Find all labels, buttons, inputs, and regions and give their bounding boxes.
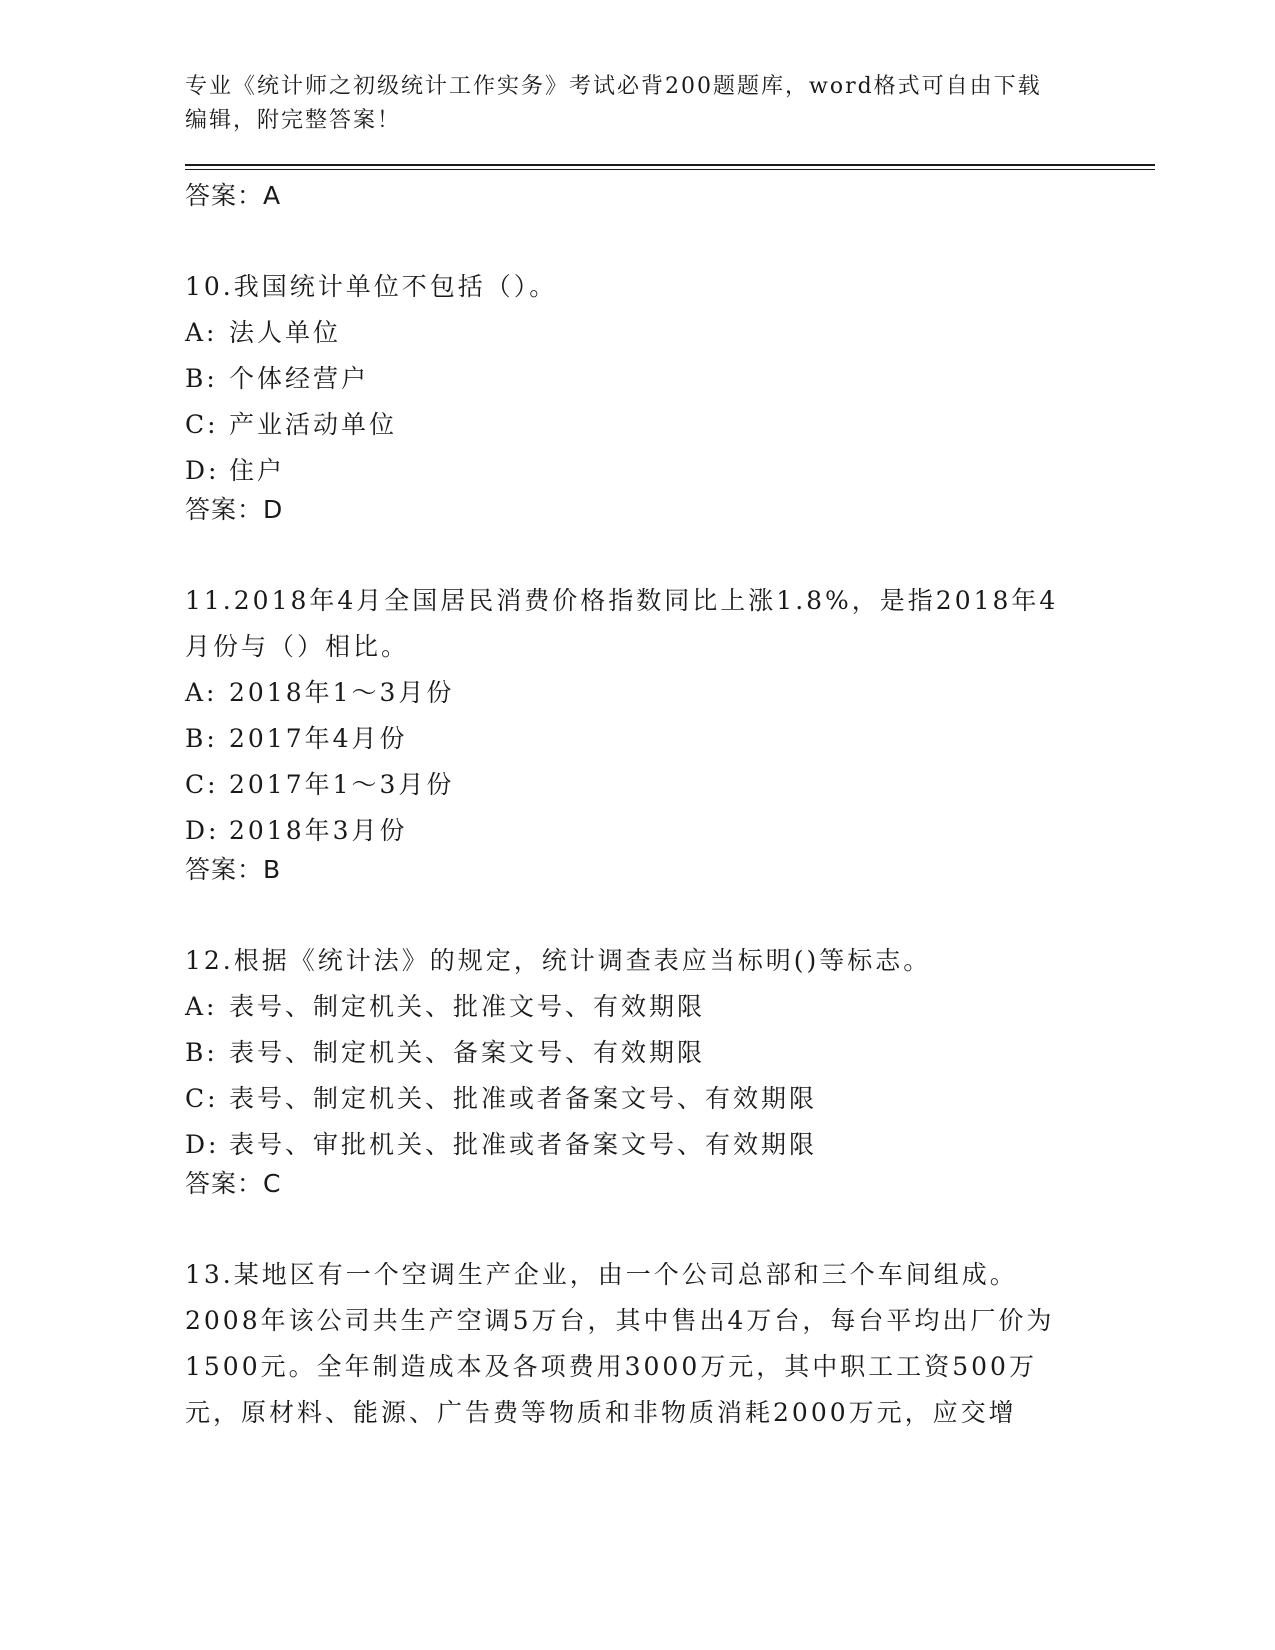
question-13 [185,1252,1155,1436]
answer-line: 答案：A [185,181,282,210]
answer-line: 答案：D [185,495,284,524]
option-key: C: [185,1084,219,1113]
option-key: D: [185,1130,220,1159]
document-page [185,70,1155,1436]
question-text: 13.某地区有一个空调生产企业，由一个公司总部和三个车间组成。2008年该公司共生产空调5万台，其中售出4万台，每台平均出厂价为1500元。全年制造成本及各项费用3000万元，其中职工工资500万元，原材料、能源、广告费等物质和非物质消耗2000万元，应交增 [185,1260,1055,1427]
option-text: 住户 [229,456,286,485]
option-text: 表号、审批机关、批准或者备案文号、有效期限 [229,1130,818,1159]
option-c [185,762,1155,808]
option-key: B: [185,364,218,393]
option-d [185,1122,1155,1168]
document-header: 专业《统计师之初级统计工作实务》考试必背200题题库，word格式可自由下载编辑，附完整答案！ [185,74,1042,133]
option-text: 2018年3月份 [229,816,408,845]
option-c [185,402,1155,448]
option-text: 2017年1～3月份 [229,770,455,799]
question-text: 10.我国统计单位不包括（）。 [185,272,558,301]
option-b [185,1030,1155,1076]
option-b [185,716,1155,762]
option-text: 法人单位 [229,318,342,347]
option-key: D: [185,816,220,845]
question-12 [185,938,1155,1200]
option-a [185,984,1155,1030]
option-key: C: [185,410,219,439]
option-d [185,808,1155,854]
option-key: D: [185,456,220,485]
option-key: A: [185,318,218,347]
answer-line: 答案：C [185,1169,282,1198]
option-c [185,1076,1155,1122]
option-text: 表号、制定机关、批准或者备案文号、有效期限 [229,1084,818,1113]
option-text: 2017年4月份 [229,724,408,753]
question-text: 12.根据《统计法》的规定，统计调查表应当标明()等标志。 [185,946,932,975]
option-b [185,356,1155,402]
question-11 [185,578,1155,886]
option-key: B: [185,724,218,753]
option-text: 2018年1～3月份 [229,678,455,707]
option-text: 表号、制定机关、批准文号、有效期限 [229,992,706,1021]
option-a [185,670,1155,716]
option-text: 个体经营户 [229,364,370,393]
option-key: A: [185,678,218,707]
option-d [185,448,1155,494]
question-text: 11.2018年4月全国居民消费价格指数同比上涨1.8%，是指2018年4月份与（）相比。 [185,586,1059,661]
header-divider [185,164,1155,170]
option-text: 表号、制定机关、备案文号、有效期限 [229,1038,706,1067]
option-key: C: [185,770,219,799]
answer-line: 答案：B [185,855,282,884]
option-key: B: [185,1038,218,1067]
question-10 [185,264,1155,526]
option-text: 产业活动单位 [229,410,398,439]
option-a [185,310,1155,356]
option-key: A: [185,992,218,1021]
